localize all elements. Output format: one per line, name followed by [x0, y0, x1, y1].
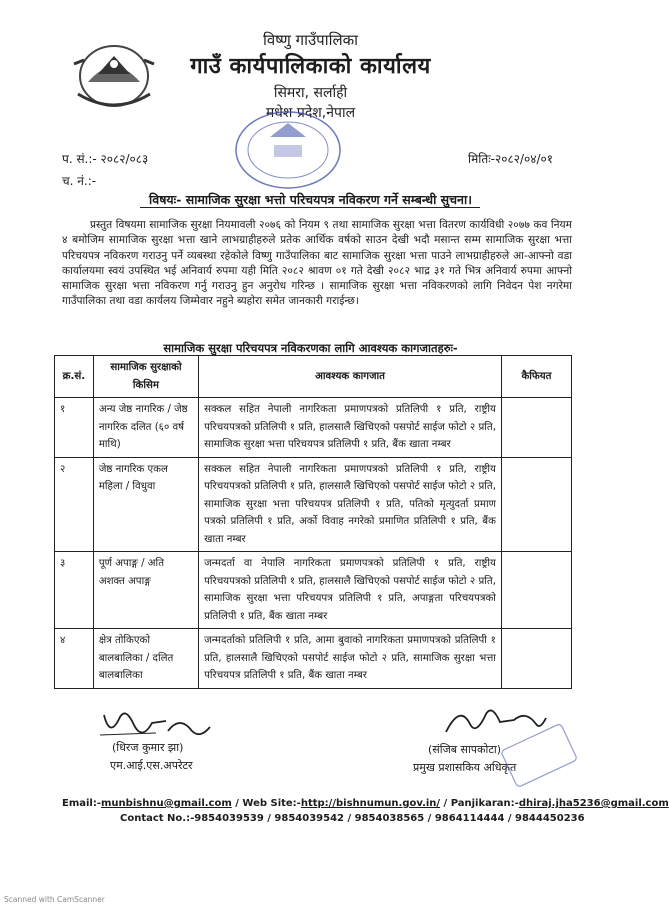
website-label: / Web Site:-	[231, 798, 301, 809]
cell-remarks	[501, 552, 571, 629]
office-address-line1: सिमरा, सर्लाही	[273, 85, 348, 101]
right-signatory-name: (संजिब सापकोटा)	[428, 743, 502, 756]
cell-sn: २	[55, 457, 94, 552]
table-row	[55, 552, 572, 629]
cell-category: क्षेत्र तोकिएको बालबालिका / दलित बालबालिका	[93, 629, 198, 689]
dispatch-number: च. नं.:-	[62, 174, 97, 188]
table-row	[55, 398, 572, 458]
col-header-category: सामाजिक सुरक्षाको किसिम	[93, 356, 198, 398]
office-stamp-icon	[218, 105, 353, 195]
table-row	[55, 629, 572, 689]
cell-remarks	[501, 398, 571, 458]
subject-underline	[140, 207, 480, 208]
requirements-table	[54, 355, 572, 689]
cell-remarks	[501, 629, 571, 689]
cell-sn: १	[55, 398, 94, 458]
col-header-documents: आवश्यक कागजात	[199, 356, 502, 398]
left-signatory-name: (धिरज कुमार झा)	[112, 741, 184, 754]
document-date: मितिः-२०८२/०४/०१	[468, 152, 553, 166]
table-header-row	[55, 356, 572, 398]
office-name: विष्णु गाउँपालिका	[262, 31, 359, 49]
col-header-sn: क्र.सं.	[55, 356, 94, 398]
panjikaran-link[interactable]: dhiraj.jha5236@gmail.com	[518, 798, 669, 809]
website-link[interactable]: http://bishnumun.gov.in/	[300, 798, 441, 809]
cell-sn: ३	[55, 552, 94, 629]
cell-documents: जन्मदर्ताको प्रतिलिपी १ प्रति, आमा बुवाको नागरिकता प्रमाणपत्रको प्रतिलिपी १ प्रति, हालसालै खिचिएको पसपोर्ट साईज फोटो २ प्रति, सामाजिक सुरक्षा भत्ता परिचयपत्र प्रतिलिपी १ प्रति, बैंक खाता नम्बर	[199, 629, 502, 689]
subject-line: विषयः- सामाजिक सुरक्षा भत्तो परिचयपत्र नविकरण गर्ने सम्बन्धी सुचना।	[149, 192, 472, 207]
contact-line-email	[62, 798, 669, 809]
left-signatory-role: एम.आई.एस.अपरेटर	[110, 759, 193, 772]
email-label: Email:-	[62, 798, 102, 809]
email-link[interactable]: munbishnu@gmail.com	[101, 798, 232, 809]
right-signatory-role: प्रमुख प्रशासकिय अधिकृत	[413, 761, 517, 774]
cell-documents: जन्मदर्ता वा नेपालि नागरिकता प्रमाणपत्रको प्रतिलिपी १ प्रति, राष्ट्रीय परिचयपत्रको प्रतिलिपी १ प्रति, हालसालै खिचिएको पसपोर्ट साईज फोटो २ प्रति, सामाजिक सुरक्षा भत्ता परिचयपत्र प्रतिलिपी १ प्रति, अपाङ्गता परिचयपत्रको प्रतिलिपी १ प्रति, बैंक खाता नम्बर	[199, 552, 502, 629]
reference-number: प. सं.:- २०८२/०८३	[62, 152, 149, 166]
cell-sn: ४	[55, 629, 94, 689]
col-header-remarks: कैफियत	[501, 356, 571, 398]
cell-documents: सक्कल सहित नेपाली नागरिकता प्रमाणपत्रको प्रतिलिपी १ प्रति, राष्ट्रीय परिचयपत्रको प्रतिलिपी १ प्रति, हालसालै खिचिएको पसपोर्ट साईज फोटो २ प्रति, सामाजिक सुरक्षा भत्ता परिचयपत्र प्रतिलिपी १ प्रति, पतिको मृत्युदर्ता प्रमाण पत्रको प्रतिलिपी १ प्रति, अर्को विवाह नगरेको प्रमाणित प्रतिलिपी १ प्रति, बैंक खाता नम्बर	[199, 457, 502, 552]
cell-category: पूर्ण अपाङ्ग / अति अशक्त अपाङ्ग	[93, 552, 198, 629]
office-title: गाउँ कार्यपालिकाको कार्यालय	[190, 54, 431, 79]
table-caption: सामाजिक सुरक्षा परिचयपत्र नविकरणका लागि आवश्यक कागजातहरुः-	[163, 341, 458, 355]
cell-documents: सक्कल सहित नेपाली नागरिकता प्रमाणपत्रको प्रतिलिपी १ प्रति, राष्ट्रीय परिचयपत्रको प्रतिलिपी १ प्रति, हालसालै खिचिएको पसपोर्ट साईज फोटो २ प्रति, सामाजिक सुरक्षा भत्ता परिचयपत्र प्रतिलिपी १ प्रति, बैंक खाता नम्बर	[199, 398, 502, 458]
scanner-watermark: Scanned with CamScanner	[4, 895, 105, 904]
office-address-line2: मधेश प्रदेश,नेपाल	[265, 105, 356, 121]
cell-category: जेष्ठ नागरिक एकल महिला / विधुवा	[93, 457, 198, 552]
cell-remarks	[501, 457, 571, 552]
officer-stamp-icon	[500, 725, 580, 785]
panjikaran-label: / Panjikaran:-	[440, 798, 519, 809]
left-signature-mark	[96, 705, 216, 745]
cell-category: अन्य जेष्ठ नागरिक / जेष्ठ नागरिक दलित (६० वर्ष माथि)	[93, 398, 198, 458]
notice-body: प्रस्तुत विषयमा सामाजिक सुरक्षा नियमावली २०७६ को नियम ९ तथा सामाजिक सुरक्षा भत्ता वितरण कार्यविधी २०७७ कव नियम ४ बमोजिम सामाजिक सुरक्षा भत्ता खाने लाभग्राहीहरुले प्रतेक आर्थिक वर्षको साउन देखी भदौ मसान्त सम्म सामाजिक सुरक्षा भत्ता परिचयपत्र नविकरण गराउनु पर्ने व्यबस्था रहेकोले विष्णु गाउँपालिका बाट सामाजिक सुरक्षा भत्ता पाउने लाभग्राहीहरुले आ-आफ्नो वडा कार्यालयमा स्वयं उपस्थित भई अनिवार्य रुपमा यही मिति २०८२ श्रावण ०१ गते देखी २०८२ भाद्र ३१ गते भित्र अनिवार्य रुपमा आफ्नो सामाजिक सुरक्षा भत्ता नविकरण गर्नु गराउनु हुन अनुरोध गरिन्छ । सामाजिक सुरक्षा भत्ता नविकरणको लागि निवेदन पेश नगरेमा गाउँपालिका तथा वडा कार्यलय जिम्मेवार नहुने ब्यहोरा समेत जानकारी गराईन्छ।	[62, 219, 572, 308]
contact-numbers: Contact No.:-9854039539 / 9854039542 / 9854038565 / 9864114444 / 9844450236	[120, 813, 585, 824]
table-row	[55, 457, 572, 552]
